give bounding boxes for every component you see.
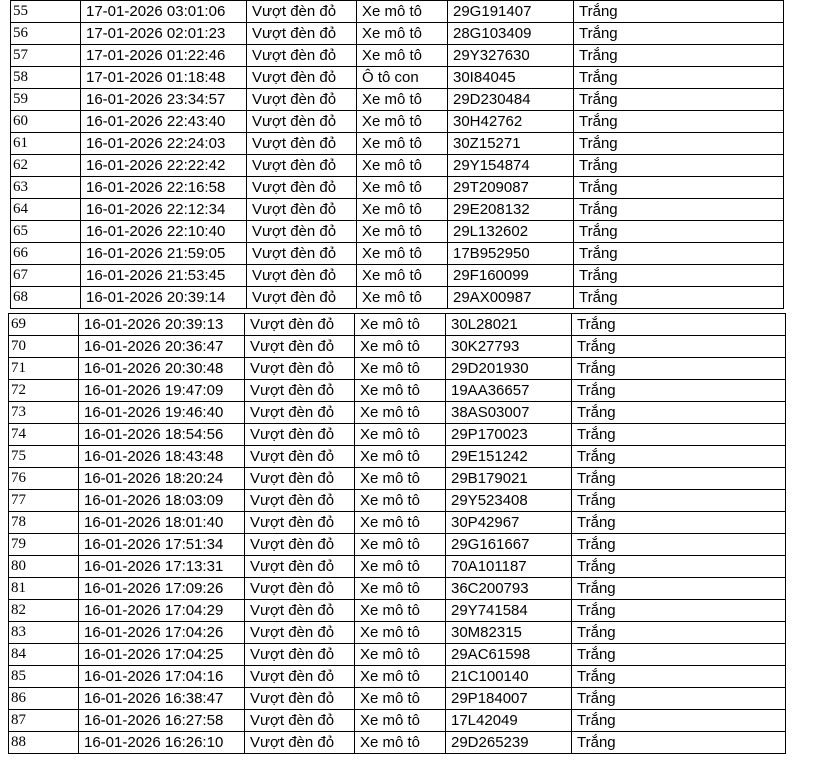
table-row (9, 732, 786, 754)
license-plate-cell: 30M82315 (446, 622, 572, 644)
vehicle-type-cell: Ô tô con (357, 67, 448, 89)
violation-type-cell: Vượt đèn đỏ (247, 133, 357, 155)
vehicle-type-cell: Xe mô tô (355, 666, 446, 688)
violation-type-cell: Vượt đèn đỏ (245, 446, 355, 468)
violation-table-bottom-body (9, 314, 786, 754)
table-row (11, 221, 784, 243)
license-plate-cell: 17B952950 (448, 243, 574, 265)
violation-time-cell: 16-01-2026 20:39:14 (81, 287, 247, 309)
row-number-cell: 69 (9, 314, 79, 336)
vehicle-type-cell: Xe mô tô (355, 622, 446, 644)
row-number-cell: 66 (11, 243, 81, 265)
plate-color-cell: Trắng (574, 265, 784, 287)
row-number-cell: 80 (9, 556, 79, 578)
violation-type-cell: Vượt đèn đỏ (245, 732, 355, 754)
plate-color-cell: Trắng (574, 155, 784, 177)
license-plate-cell: 29Y327630 (448, 45, 574, 67)
row-number-cell: 79 (9, 534, 79, 556)
row-number-cell: 63 (11, 177, 81, 199)
violation-type-cell: Vượt đèn đỏ (247, 287, 357, 309)
vehicle-type-cell: Xe mô tô (355, 578, 446, 600)
violation-type-cell: Vượt đèn đỏ (245, 534, 355, 556)
table-row (9, 578, 786, 600)
row-number-cell: 74 (9, 424, 79, 446)
row-number-cell: 85 (9, 666, 79, 688)
row-number-cell: 71 (9, 358, 79, 380)
violation-type-cell: Vượt đèn đỏ (245, 578, 355, 600)
violation-time-cell: 16-01-2026 19:46:40 (79, 402, 245, 424)
violation-time-cell: 16-01-2026 16:27:58 (79, 710, 245, 732)
vehicle-type-cell: Xe mô tô (355, 358, 446, 380)
plate-color-cell: Trắng (572, 468, 786, 490)
plate-color-cell: Trắng (572, 710, 786, 732)
vehicle-type-cell: Xe mô tô (355, 600, 446, 622)
row-number-cell: 78 (9, 512, 79, 534)
plate-color-cell: Trắng (572, 556, 786, 578)
violation-time-cell: 17-01-2026 02:01:23 (81, 23, 247, 45)
license-plate-cell: 29E208132 (448, 199, 574, 221)
violation-time-cell: 16-01-2026 18:20:24 (79, 468, 245, 490)
table-row (11, 265, 784, 287)
violation-type-cell: Vượt đèn đỏ (245, 490, 355, 512)
row-number-cell: 64 (11, 199, 81, 221)
plate-color-cell: Trắng (572, 534, 786, 556)
vehicle-type-cell: Xe mô tô (357, 111, 448, 133)
plate-color-cell: Trắng (572, 446, 786, 468)
license-plate-cell: 30P42967 (446, 512, 572, 534)
table-row (9, 358, 786, 380)
violation-type-cell: Vượt đèn đỏ (245, 402, 355, 424)
violation-type-cell: Vượt đèn đỏ (247, 265, 357, 287)
violation-type-cell: Vượt đèn đỏ (245, 710, 355, 732)
row-number-cell: 65 (11, 221, 81, 243)
license-plate-cell: 29T209087 (448, 177, 574, 199)
row-number-cell: 73 (9, 402, 79, 424)
table-row (9, 468, 786, 490)
plate-color-cell: Trắng (574, 1, 784, 23)
violation-time-cell: 16-01-2026 20:30:48 (79, 358, 245, 380)
license-plate-cell: 29P170023 (446, 424, 572, 446)
table-row (9, 666, 786, 688)
vehicle-type-cell: Xe mô tô (355, 402, 446, 424)
vehicle-type-cell: Xe mô tô (357, 45, 448, 67)
plate-color-cell: Trắng (574, 45, 784, 67)
violation-type-cell: Vượt đèn đỏ (247, 23, 357, 45)
license-plate-cell: 29AX00987 (448, 287, 574, 309)
row-number-cell: 86 (9, 688, 79, 710)
violation-time-cell: 16-01-2026 17:04:26 (79, 622, 245, 644)
plate-color-cell: Trắng (572, 512, 786, 534)
table-row (11, 23, 784, 45)
plate-color-cell: Trắng (572, 336, 786, 358)
row-number-cell: 67 (11, 265, 81, 287)
table-row (9, 512, 786, 534)
violation-type-cell: Vượt đèn đỏ (245, 556, 355, 578)
table-row (11, 45, 784, 67)
row-number-cell: 60 (11, 111, 81, 133)
vehicle-type-cell: Xe mô tô (355, 446, 446, 468)
table-row (11, 133, 784, 155)
violation-time-cell: 16-01-2026 17:04:16 (79, 666, 245, 688)
table-row (11, 89, 784, 111)
vehicle-type-cell: Xe mô tô (355, 380, 446, 402)
table-row (11, 287, 784, 309)
license-plate-cell: 29P184007 (446, 688, 572, 710)
table-row (9, 556, 786, 578)
plate-color-cell: Trắng (574, 221, 784, 243)
plate-color-cell: Trắng (572, 732, 786, 754)
violation-time-cell: 16-01-2026 18:43:48 (79, 446, 245, 468)
row-number-cell: 75 (9, 446, 79, 468)
vehicle-type-cell: Xe mô tô (357, 155, 448, 177)
plate-color-cell: Trắng (572, 490, 786, 512)
violation-time-cell: 16-01-2026 23:34:57 (81, 89, 247, 111)
license-plate-cell: 30H42762 (448, 111, 574, 133)
table-row (11, 1, 784, 23)
violation-table-bottom (8, 313, 786, 754)
violation-time-cell: 16-01-2026 17:13:31 (79, 556, 245, 578)
table-row (9, 622, 786, 644)
row-number-cell: 81 (9, 578, 79, 600)
table-row (9, 314, 786, 336)
table-row (9, 688, 786, 710)
violation-time-cell: 16-01-2026 17:04:25 (79, 644, 245, 666)
row-number-cell: 68 (11, 287, 81, 309)
plate-color-cell: Trắng (572, 424, 786, 446)
violation-time-cell: 16-01-2026 17:51:34 (79, 534, 245, 556)
table-row (9, 380, 786, 402)
violation-time-cell: 16-01-2026 22:12:34 (81, 199, 247, 221)
license-plate-cell: 29Y523408 (446, 490, 572, 512)
plate-color-cell: Trắng (574, 287, 784, 309)
license-plate-cell: 29D265239 (446, 732, 572, 754)
plate-color-cell: Trắng (574, 23, 784, 45)
plate-color-cell: Trắng (572, 688, 786, 710)
license-plate-cell: 29F160099 (448, 265, 574, 287)
vehicle-type-cell: Xe mô tô (355, 314, 446, 336)
violation-table-bottom-section (0, 313, 800, 754)
table-row (9, 644, 786, 666)
table-row (9, 424, 786, 446)
table-row (9, 710, 786, 732)
license-plate-cell: 29E151242 (446, 446, 572, 468)
plate-color-cell: Trắng (574, 89, 784, 111)
vehicle-type-cell: Xe mô tô (357, 265, 448, 287)
row-number-cell: 82 (9, 600, 79, 622)
violation-time-cell: 16-01-2026 20:36:47 (79, 336, 245, 358)
violation-type-cell: Vượt đèn đỏ (247, 89, 357, 111)
license-plate-cell: 29D201930 (446, 358, 572, 380)
license-plate-cell: 30K27793 (446, 336, 572, 358)
violation-time-cell: 16-01-2026 21:53:45 (81, 265, 247, 287)
vehicle-type-cell: Xe mô tô (355, 424, 446, 446)
license-plate-cell: 29L132602 (448, 221, 574, 243)
license-plate-cell: 29G191407 (448, 1, 574, 23)
violation-type-cell: Vượt đèn đỏ (247, 111, 357, 133)
plate-color-cell: Trắng (574, 133, 784, 155)
violation-table-top-body (11, 1, 784, 309)
plate-color-cell: Trắng (572, 402, 786, 424)
plate-color-cell: Trắng (574, 199, 784, 221)
violation-type-cell: Vượt đèn đỏ (247, 199, 357, 221)
plate-color-cell: Trắng (572, 380, 786, 402)
violation-time-cell: 16-01-2026 22:24:03 (81, 133, 247, 155)
plate-color-cell: Trắng (574, 111, 784, 133)
vehicle-type-cell: Xe mô tô (355, 534, 446, 556)
vehicle-type-cell: Xe mô tô (355, 512, 446, 534)
violation-time-cell: 16-01-2026 16:26:10 (79, 732, 245, 754)
row-number-cell: 84 (9, 644, 79, 666)
vehicle-type-cell: Xe mô tô (357, 287, 448, 309)
license-plate-cell: 30Z15271 (448, 133, 574, 155)
vehicle-type-cell: Xe mô tô (357, 23, 448, 45)
violation-type-cell: Vượt đèn đỏ (247, 221, 357, 243)
vehicle-type-cell: Xe mô tô (355, 644, 446, 666)
violation-type-cell: Vượt đèn đỏ (247, 177, 357, 199)
license-plate-cell: 19AA36657 (446, 380, 572, 402)
vehicle-type-cell: Xe mô tô (355, 556, 446, 578)
vehicle-type-cell: Xe mô tô (357, 177, 448, 199)
vehicle-type-cell: Xe mô tô (357, 1, 448, 23)
violation-time-cell: 16-01-2026 16:38:47 (79, 688, 245, 710)
plate-color-cell: Trắng (572, 600, 786, 622)
license-plate-cell: 29Y154874 (448, 155, 574, 177)
row-number-cell: 58 (11, 67, 81, 89)
row-number-cell: 62 (11, 155, 81, 177)
violation-time-cell: 16-01-2026 22:43:40 (81, 111, 247, 133)
license-plate-cell: 30L28021 (446, 314, 572, 336)
table-row (11, 67, 784, 89)
violation-time-cell: 17-01-2026 03:01:06 (81, 1, 247, 23)
violation-time-cell: 16-01-2026 19:47:09 (79, 380, 245, 402)
violation-table-top-section (0, 0, 800, 309)
table-row (11, 243, 784, 265)
row-number-cell: 77 (9, 490, 79, 512)
vehicle-type-cell: Xe mô tô (357, 221, 448, 243)
table-row (9, 534, 786, 556)
violation-type-cell: Vượt đèn đỏ (247, 155, 357, 177)
violation-time-cell: 16-01-2026 18:03:09 (79, 490, 245, 512)
vehicle-type-cell: Xe mô tô (357, 243, 448, 265)
row-number-cell: 88 (9, 732, 79, 754)
violation-type-cell: Vượt đèn đỏ (245, 358, 355, 380)
violation-type-cell: Vượt đèn đỏ (245, 468, 355, 490)
violation-time-cell: 16-01-2026 21:59:05 (81, 243, 247, 265)
violation-type-cell: Vượt đèn đỏ (247, 243, 357, 265)
plate-color-cell: Trắng (572, 358, 786, 380)
license-plate-cell: 21C100140 (446, 666, 572, 688)
vehicle-type-cell: Xe mô tô (355, 688, 446, 710)
plate-color-cell: Trắng (572, 314, 786, 336)
license-plate-cell: 17L42049 (446, 710, 572, 732)
plate-color-cell: Trắng (572, 644, 786, 666)
license-plate-cell: 29AC61598 (446, 644, 572, 666)
license-plate-cell: 38AS03007 (446, 402, 572, 424)
plate-color-cell: Trắng (574, 67, 784, 89)
table-row (11, 155, 784, 177)
row-number-cell: 56 (11, 23, 81, 45)
plate-color-cell: Trắng (572, 622, 786, 644)
violation-table-top (10, 0, 784, 309)
table-row (9, 446, 786, 468)
vehicle-type-cell: Xe mô tô (355, 710, 446, 732)
license-plate-cell: 29D230484 (448, 89, 574, 111)
license-plate-cell: 29G161667 (446, 534, 572, 556)
violation-type-cell: Vượt đèn đỏ (245, 424, 355, 446)
violation-type-cell: Vượt đèn đỏ (245, 644, 355, 666)
row-number-cell: 70 (9, 336, 79, 358)
table-row (11, 177, 784, 199)
vehicle-type-cell: Xe mô tô (355, 490, 446, 512)
vehicle-type-cell: Xe mô tô (357, 199, 448, 221)
vehicle-type-cell: Xe mô tô (355, 336, 446, 358)
violation-time-cell: 16-01-2026 22:10:40 (81, 221, 247, 243)
row-number-cell: 61 (11, 133, 81, 155)
table-row (9, 336, 786, 358)
plate-color-cell: Trắng (574, 243, 784, 265)
violation-time-cell: 16-01-2026 22:16:58 (81, 177, 247, 199)
license-plate-cell: 70A101187 (446, 556, 572, 578)
table-row (11, 111, 784, 133)
violation-type-cell: Vượt đèn đỏ (245, 688, 355, 710)
license-plate-cell: 28G103409 (448, 23, 574, 45)
table-row (9, 490, 786, 512)
violation-time-cell: 16-01-2026 17:09:26 (79, 578, 245, 600)
violation-time-cell: 16-01-2026 17:04:29 (79, 600, 245, 622)
violation-type-cell: Vượt đèn đỏ (245, 666, 355, 688)
violation-time-cell: 17-01-2026 01:18:48 (81, 67, 247, 89)
vehicle-type-cell: Xe mô tô (357, 133, 448, 155)
plate-color-cell: Trắng (572, 578, 786, 600)
violation-type-cell: Vượt đèn đỏ (245, 622, 355, 644)
table-row (11, 199, 784, 221)
violation-time-cell: 16-01-2026 18:54:56 (79, 424, 245, 446)
table-row (9, 600, 786, 622)
vehicle-type-cell: Xe mô tô (355, 732, 446, 754)
row-number-cell: 55 (11, 1, 81, 23)
violation-type-cell: Vượt đèn đỏ (247, 1, 357, 23)
row-number-cell: 76 (9, 468, 79, 490)
violation-time-cell: 16-01-2026 20:39:13 (79, 314, 245, 336)
violation-time-cell: 16-01-2026 18:01:40 (79, 512, 245, 534)
vehicle-type-cell: Xe mô tô (357, 89, 448, 111)
violation-type-cell: Vượt đèn đỏ (245, 336, 355, 358)
row-number-cell: 57 (11, 45, 81, 67)
row-number-cell: 72 (9, 380, 79, 402)
violation-time-cell: 17-01-2026 01:22:46 (81, 45, 247, 67)
row-number-cell: 87 (9, 710, 79, 732)
table-row (9, 402, 786, 424)
plate-color-cell: Trắng (572, 666, 786, 688)
row-number-cell: 59 (11, 89, 81, 111)
plate-color-cell: Trắng (574, 177, 784, 199)
vehicle-type-cell: Xe mô tô (355, 468, 446, 490)
license-plate-cell: 29Y741584 (446, 600, 572, 622)
violation-type-cell: Vượt đèn đỏ (247, 67, 357, 89)
license-plate-cell: 36C200793 (446, 578, 572, 600)
violation-type-cell: Vượt đèn đỏ (247, 45, 357, 67)
license-plate-cell: 29B179021 (446, 468, 572, 490)
violation-type-cell: Vượt đèn đỏ (245, 380, 355, 402)
violation-type-cell: Vượt đèn đỏ (245, 600, 355, 622)
violation-time-cell: 16-01-2026 22:22:42 (81, 155, 247, 177)
violation-type-cell: Vượt đèn đỏ (245, 512, 355, 534)
violation-type-cell: Vượt đèn đỏ (245, 314, 355, 336)
license-plate-cell: 30I84045 (448, 67, 574, 89)
row-number-cell: 83 (9, 622, 79, 644)
